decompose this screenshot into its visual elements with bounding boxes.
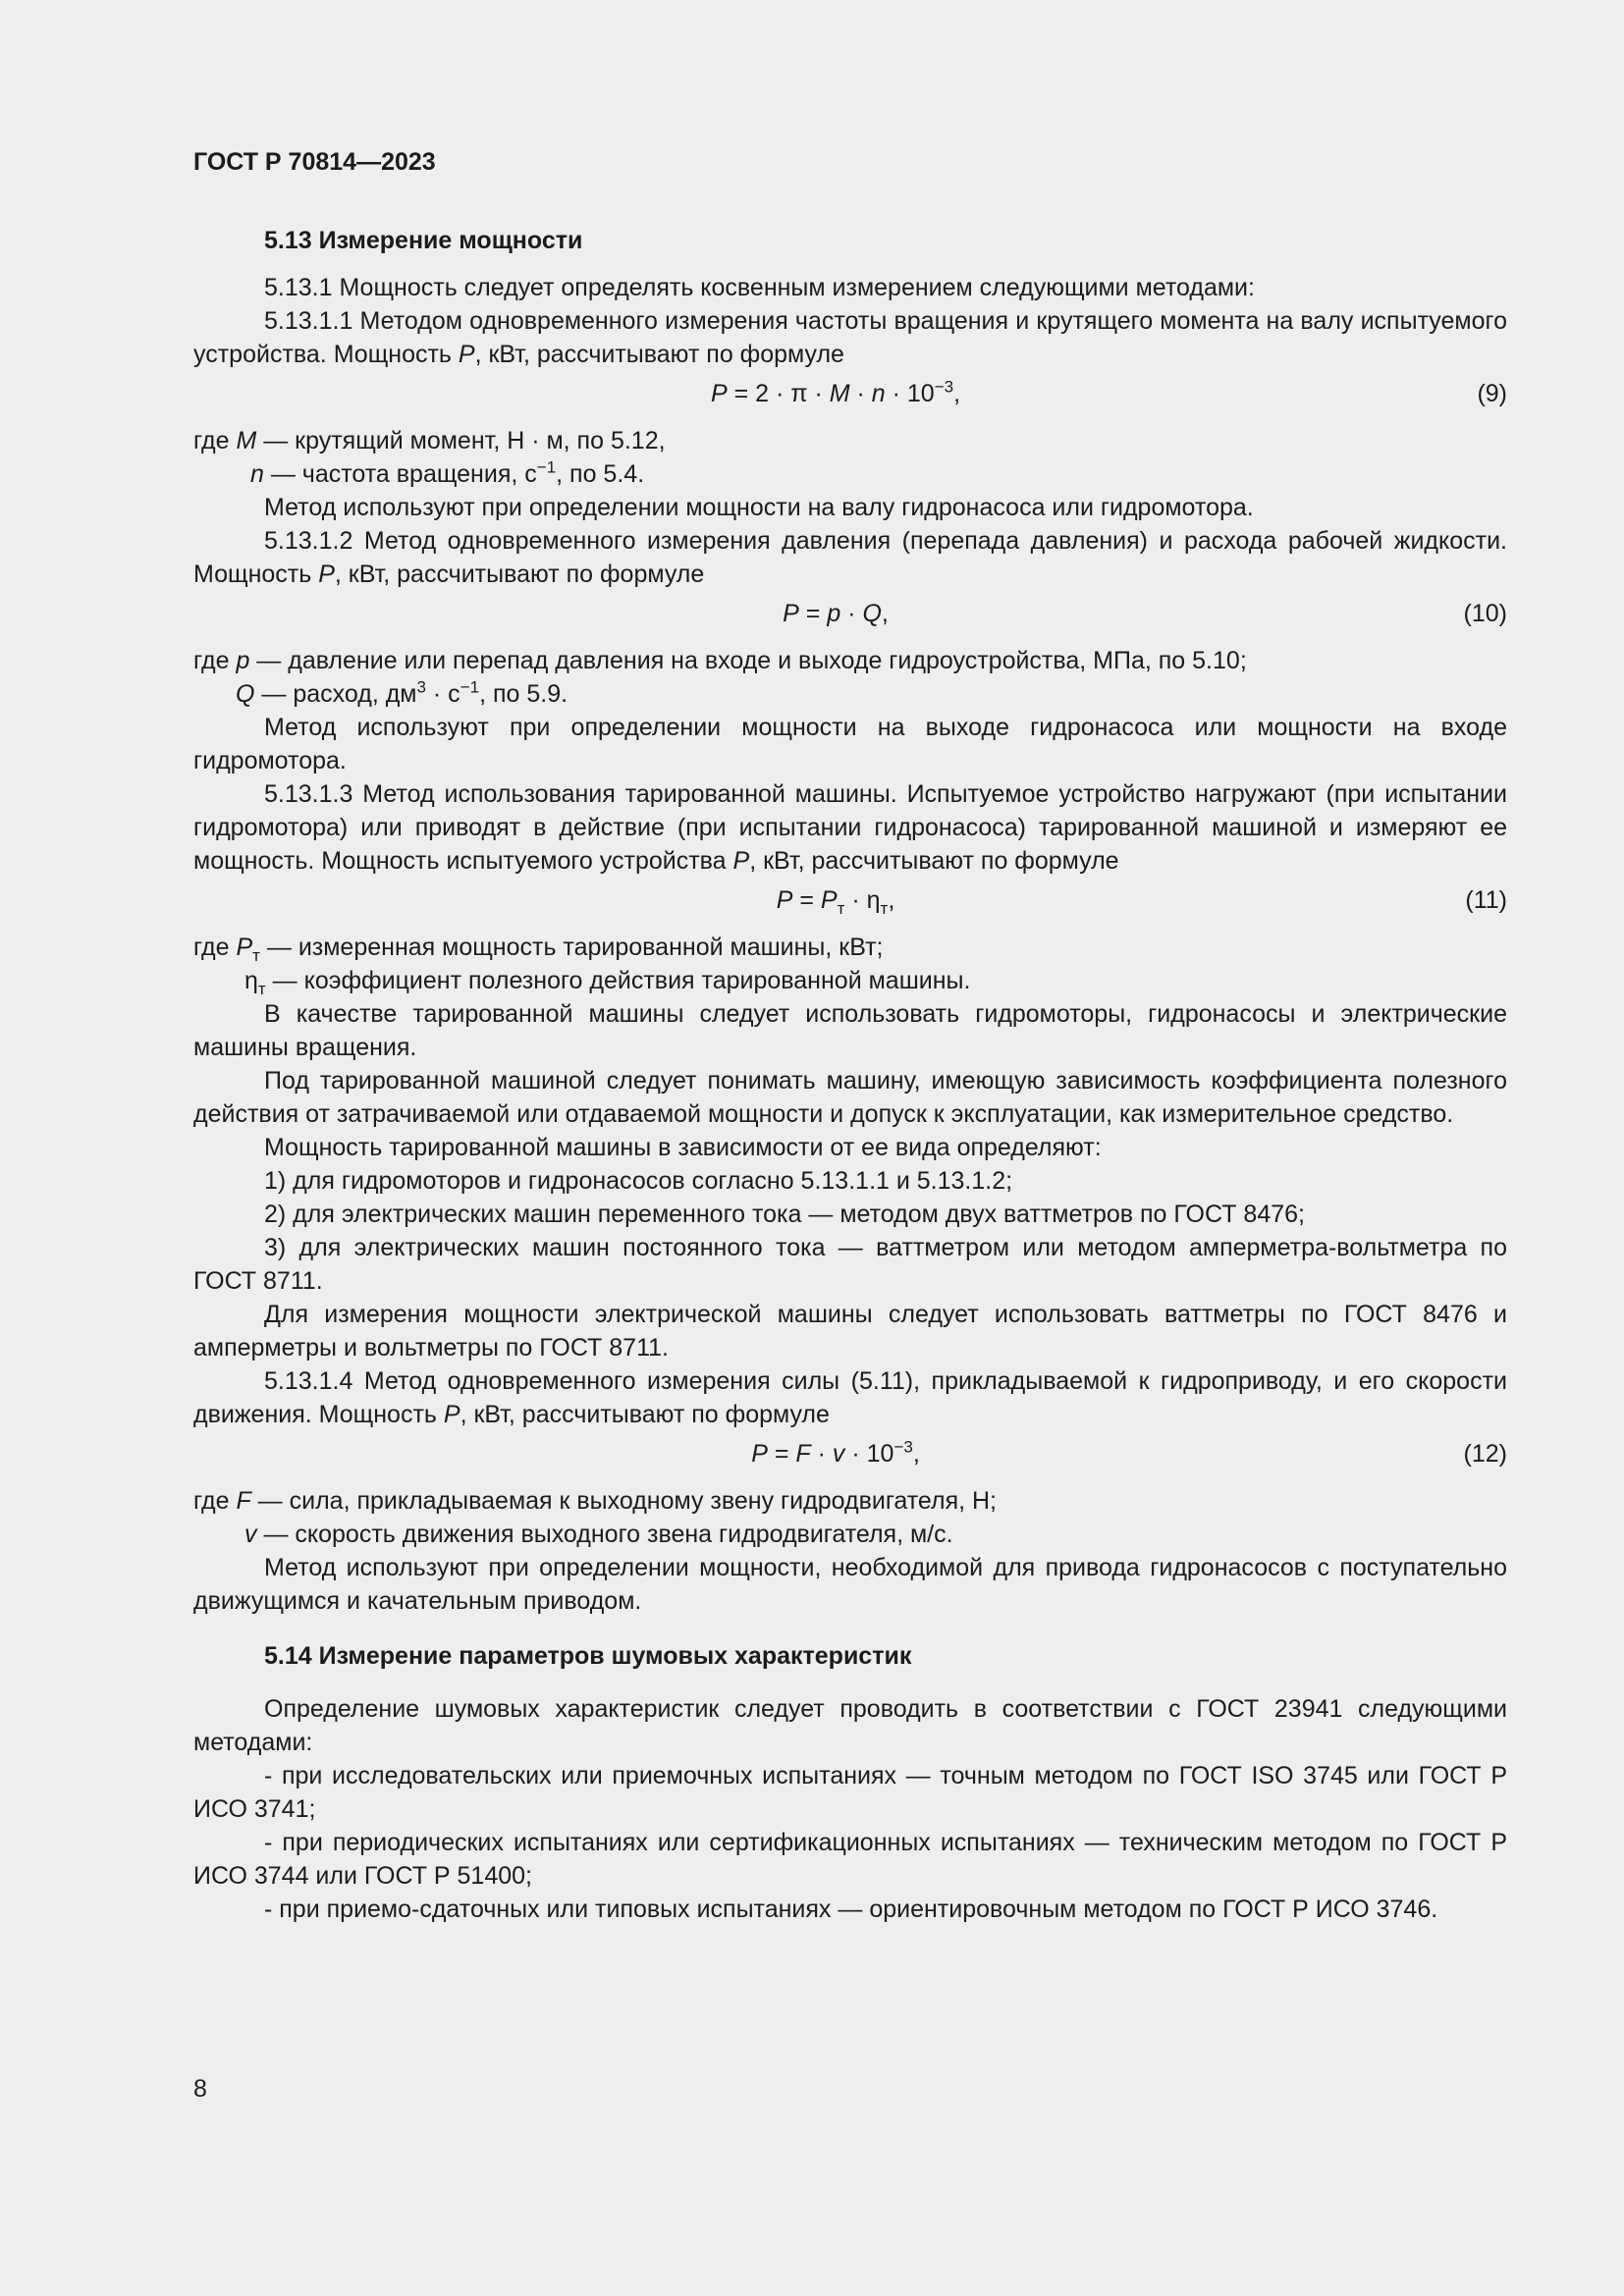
formula-10-number: (10) [1463, 600, 1507, 627]
formula-12-number: (12) [1463, 1440, 1507, 1468]
method-51313-intro: 5.13.1.3 Метод использования тарированной машины. Испытуемое устройство нагружают (при испытании гидромотора) или приводят в действие (при испытании гидронасоса) тарированной машиной и измеряют ее мощность. Мощность испытуемого устройства P, кВт, рассчитывают по формуле [193, 780, 1507, 875]
formula-10-def-Q: Q — расход, $дм^3 \cdot с^{-1}$, по 5.9. [236, 677, 568, 708]
method-51312-intro: 5.13.1.2 Метод одновременного измерения давления (перепада давления) и расхода рабочей жидкости. Мощность P, кВт, рассчитывают по формуле [193, 527, 1507, 588]
formula-12 [193, 1437, 1507, 1470]
list-item-1: 1) для гидромоторов и гидронасосов согласно 5.13.1.1 и 5.13.1.2; [264, 1167, 1013, 1195]
method-51311-usage: Метод используют при определении мощности на валу гидронасоса или гидромотора. [264, 494, 1254, 521]
method-51311-intro: 5.13.1.1 Методом одновременного измерения частоты вращения и крутящего момента на валу испытуемого устройства. Мощность P, кВт, рассчитывают по формуле [193, 307, 1507, 368]
list-item-2: 2) для электрических машин переменного тока — методом двух ваттметров по ГОСТ 8476; [264, 1201, 1305, 1228]
method-51314-usage: Метод используют при определении мощности, необходимой для привода гидронасосов с поступательно движущимся и качательным приводом. [193, 1554, 1507, 1615]
formula-9-def-n: n — частота вращения, $с^{-1}$, по 5.4. [250, 457, 645, 488]
formula-10 [193, 597, 1507, 630]
formula-9-number: (9) [1477, 380, 1507, 407]
section-514-title: 5.14 Измерение параметров шумовых характеристик [264, 1642, 912, 1670]
formula-9-def-M: где M — крутящий момент, Н · м, по 5.12, [193, 427, 666, 454]
paragraph-wattmeters: Для измерения мощности электрической машины следует использовать ваттметры по ГОСТ 8476 и амперметры и вольтметры по ГОСТ 8711. [193, 1301, 1507, 1362]
noise-method-item-2: - при периодических испытаниях или сертификационных испытаниях — техническим методом по ГОСТ Р ИСО 3744 или ГОСТ Р 51400; [193, 1829, 1507, 1890]
formula-12-def-v: v — скорость движения выходного звена гидродвигателя, м/с. [244, 1521, 953, 1548]
noise-method-item-1: - при исследовательских или приемочных испытаниях — точным методом по ГОСТ ISO 3745 или ГОСТ Р ИСО 3741; [193, 1762, 1507, 1823]
method-51314-intro: 5.13.1.4 Метод одновременного измерения силы (5.11), прикладываемой к гидроприводу, и его скорости движения. Мощность P, кВт, рассчитывают по формуле [193, 1367, 1507, 1428]
formula-10-expression: P = p · Q, [783, 600, 889, 627]
list-item-3: 3) для электрических машин постоянного тока — ваттметром или методом амперметра-вольтметра по ГОСТ 8711. [193, 1234, 1507, 1295]
paragraph-calibrated-machines: В качестве тарированной машины следует использовать гидромоторы, гидронасосы и электрические машины вращения. [193, 1000, 1507, 1061]
formula-10-def-p: где p — давление или перепад давления на входе и выходе гидроустройства, МПа, по 5.10; [193, 647, 1247, 674]
paragraph-calibrated-definition: Под тарированной машиной следует понимать машину, имеющую зависимость коэффициента полезного действия от затрачиваемой или отдаваемой мощности и допуск к эксплуатации, как измерительное средство. [193, 1067, 1507, 1128]
paragraph-calibrated-power: Мощность тарированной машины в зависимости от ее вида определяют: [264, 1134, 1102, 1161]
formula-11-def-Pt: где $P_т$ — измеренная мощность тарированной машины, кВт; [193, 934, 884, 965]
paragraph-5131: 5.13.1 Мощность следует определять косвенным измерением следующими методами: [264, 274, 1255, 301]
method-51312-usage: Метод используют при определении мощности на выходе гидронасоса или мощности на входе гидромотора. [193, 714, 1507, 774]
formula-9-expression: $P = 2 \cdot \pi \cdot M \cdot n \cdot 10^{-3}$, [710, 377, 961, 407]
formula-9 [193, 377, 1507, 410]
formula-11-expression: $P = P_т \cdot \eta_т$, [776, 886, 895, 918]
section-513-title: 5.13 Измерение мощности [264, 227, 583, 254]
formula-12-expression: $P = F \cdot v \cdot 10^{-3}$, [751, 1437, 920, 1468]
standard-header: ГОСТ Р 70814—2023 [193, 148, 436, 176]
noise-method-item-3: - при приемо-сдаточных или типовых испытаниях — ориентировочным методом по ГОСТ Р ИСО 3746. [264, 1896, 1438, 1923]
page-number: 8 [193, 2075, 207, 2103]
formula-11-number: (11) [1465, 886, 1507, 914]
formula-11-def-eta: $\eta_т$ — коэффициент полезного действия тарированной машины. [244, 967, 971, 998]
formula-12-def-F: где F — сила, прикладываемая к выходному звену гидродвигателя, Н; [193, 1487, 997, 1515]
formula-11 [193, 883, 1507, 917]
page-content [193, 224, 1507, 1926]
section-514-intro: Определение шумовых характеристик следует проводить в соответствии с ГОСТ 23941 следующими методами: [193, 1695, 1507, 1756]
